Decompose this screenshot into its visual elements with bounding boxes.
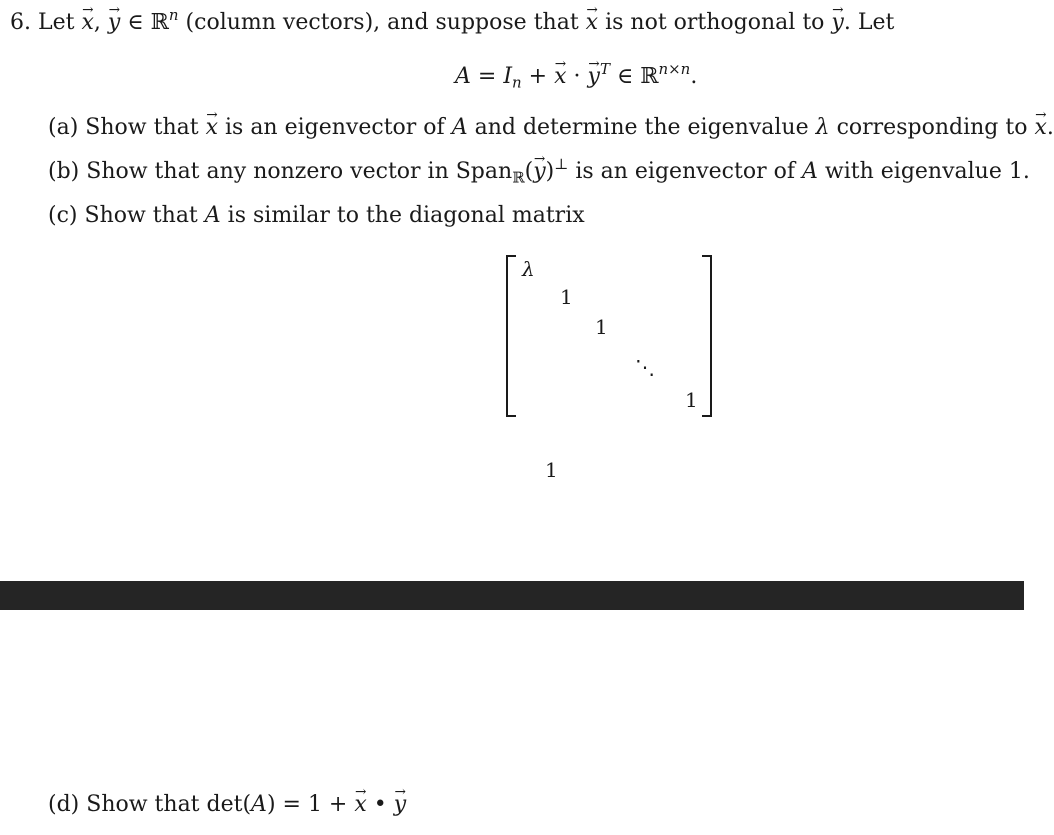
part-a-end: .: [1046, 115, 1054, 140]
part-a: [48, 117, 1054, 139]
part-a-text: is an eigenvector of: [225, 115, 445, 140]
lambda-symbol: λ: [815, 115, 830, 140]
part-c-label: (c): [48, 203, 78, 228]
part-d-label: (d): [48, 792, 80, 817]
eq-dim: n×n: [658, 60, 691, 79]
matrix-entry-lambda: λ: [522, 257, 535, 281]
matrix-A: A: [251, 792, 267, 817]
matrix-A: A: [451, 115, 468, 140]
part-d: [48, 794, 406, 816]
eq-plus: +: [528, 64, 548, 89]
eq-in-real: ∈ ℝ: [616, 64, 659, 89]
right-bracket: [702, 255, 712, 417]
matrix-A: A: [204, 203, 221, 228]
vector-y: → y: [394, 794, 406, 816]
problem-statement-line: 6. Let → x, → y ∈ ℝ$^n$ (column vectors), and suppose that → x is not orthogonal to → y. Let: [10, 12, 894, 34]
vector-x: → x: [586, 12, 598, 34]
span-subscript-R: ℝ: [512, 168, 525, 187]
matrix-entry-2: 1: [560, 285, 573, 309]
exponent-n: n: [168, 6, 179, 25]
paren-open: (: [524, 159, 534, 184]
part-b-text: with eigenvalue 1.: [824, 159, 1030, 184]
stray-one: 1: [545, 458, 558, 482]
eq-A: A: [455, 64, 471, 89]
eq-period: .: [690, 64, 698, 89]
intro-text-2: is not orthogonal to: [605, 10, 825, 35]
left-bracket: [506, 255, 516, 417]
vector-x: → x: [81, 12, 93, 34]
intro-let: Let: [38, 10, 75, 35]
part-c-text: Show that: [84, 203, 198, 228]
part-a-label: (a): [48, 115, 79, 140]
part-b-label: (b): [48, 159, 80, 184]
matrix-diagonal-dots: ⋱: [635, 355, 655, 379]
part-c-text: is similar to the diagonal matrix: [227, 203, 585, 228]
vector-y: → y: [108, 12, 120, 34]
set-real-n: ∈ ℝ: [127, 10, 169, 35]
matrix-A: A: [802, 159, 818, 184]
eq-I-sub: n: [512, 73, 522, 92]
eq-equals: =: [477, 64, 497, 89]
eq-dot: ·: [573, 64, 581, 89]
part-b: [48, 155, 1030, 187]
intro-text: (column vectors), and suppose that: [185, 10, 579, 35]
part-a-text: Show that: [85, 115, 199, 140]
perp-symbol: ⊥: [554, 155, 569, 174]
part-a-text: corresponding to: [836, 115, 1028, 140]
vector-x: → x: [354, 794, 366, 816]
intro-end: . Let: [843, 10, 895, 35]
matrix-definition-equation: [455, 60, 698, 92]
paren-close: ): [545, 159, 555, 184]
part-a-text: and determine the eigenvalue: [474, 115, 809, 140]
vector-x: → x: [1034, 117, 1046, 139]
divider-bar: [0, 581, 1024, 610]
part-b-text: Show that any nonzero vector in Span: [86, 159, 513, 184]
part-c: [48, 205, 585, 227]
bullet-operator: •: [373, 792, 387, 817]
eq-transpose: T: [599, 60, 610, 79]
eq-I: I: [503, 64, 513, 89]
part-d-text: Show that det(: [86, 792, 252, 817]
part-d-text: ) = 1 +: [266, 792, 348, 817]
vector-y: → y: [831, 12, 843, 34]
problem-number: 6.: [10, 10, 31, 35]
matrix-entry-3: 1: [595, 315, 608, 339]
vector-x: → x: [206, 117, 218, 139]
diagonal-matrix: [506, 255, 712, 415]
part-b-text: is an eigenvector of: [575, 159, 795, 184]
eq-vector-y: → y: [588, 66, 600, 88]
eq-vector-x: → x: [554, 66, 566, 88]
matrix-entry-n: 1: [685, 388, 698, 412]
vector-y: → y: [533, 161, 545, 183]
